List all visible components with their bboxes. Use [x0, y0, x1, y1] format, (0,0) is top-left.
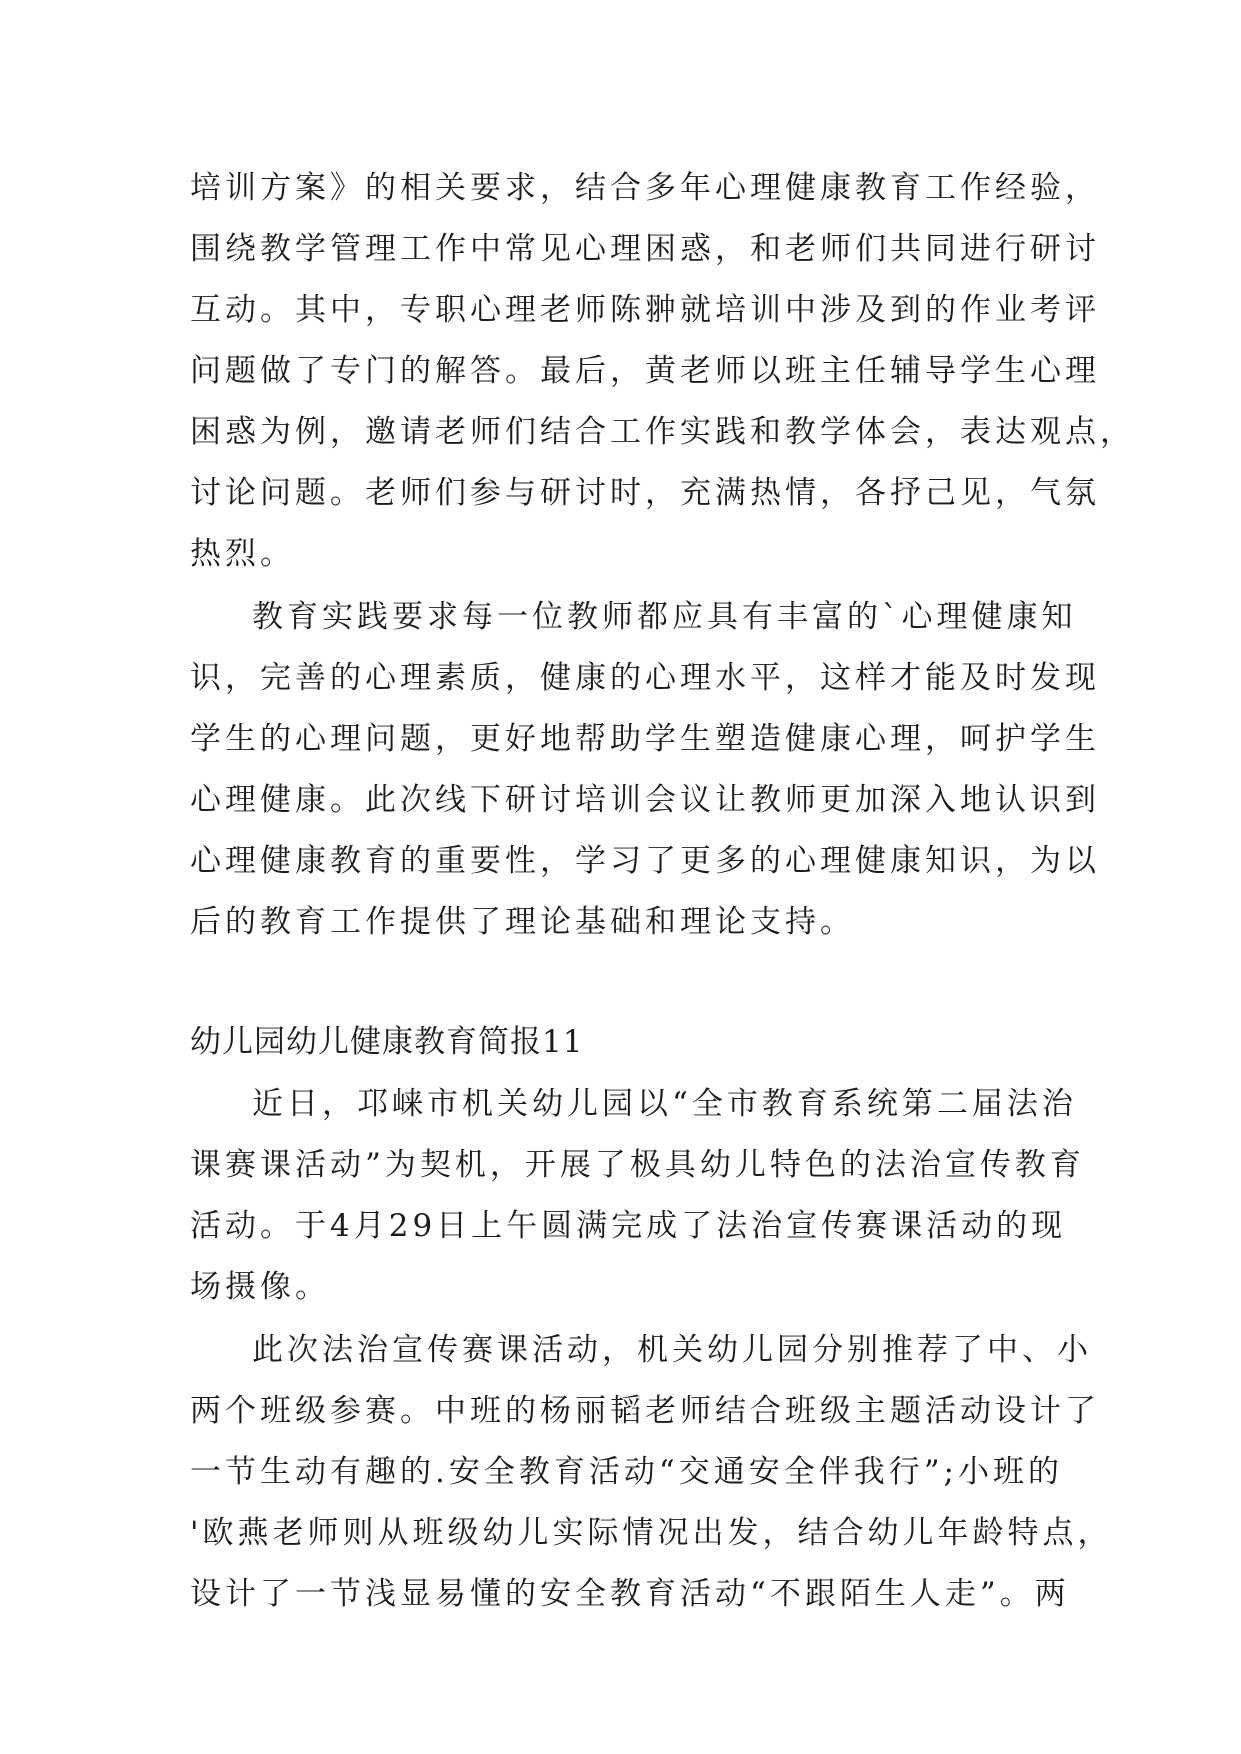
text-line: 互动。其中，专职心理老师陈翀就培训中涉及到的作业考评 [190, 292, 1100, 328]
text-line: 此次法治宣传赛课活动，机关幼儿园分别推荐了中、小 [252, 1332, 1092, 1368]
text-line: '欧燕老师则从班级幼儿实际情况出发，结合幼儿年龄特点， [190, 1515, 1113, 1551]
text-line: 课赛课活动”为契机，开展了极具幼儿特色的法治宣传教育 [190, 1147, 1085, 1183]
text-line: 困惑为例，邀请老师们结合工作实践和教学体会，表达观点， [190, 414, 1135, 450]
text-line: 讨论问题。老师们参与研讨时，充满热情，各抒己见，气氛 [190, 475, 1100, 511]
section-heading: 幼儿园幼儿健康教育简报11 [190, 1024, 584, 1060]
text-line: 一节生动有趣的.安全教育活动“交通安全伴我行”;小班的 [190, 1454, 1063, 1490]
text-line: 近日，邛崃市机关幼儿园以“全市教育系统第二届法治 [252, 1086, 1077, 1122]
text-line: 教育实践要求每一位教师都应具有丰富的`心理健康知 [252, 599, 1077, 635]
text-line: 热烈。 [190, 536, 295, 572]
text-line: 学生的心理问题，更好地帮助学生塑造健康心理，呵护学生 [190, 721, 1100, 757]
text-line: 设计了一节浅显易懂的安全教育活动“不跟陌生人走”。两 [190, 1576, 1070, 1612]
text-line: 心理健康教育的重要性，学习了更多的心理健康知识，为以 [190, 843, 1100, 879]
text-line: 问题做了专门的解答。最后，黄老师以班主任辅导学生心理 [190, 353, 1100, 389]
text-line: 后的教育工作提供了理论基础和理论支持。 [190, 904, 855, 940]
text-line: 识，完善的心理素质，健康的心理水平，这样才能及时发现 [190, 660, 1100, 696]
text-line: 两个班级参赛。中班的杨丽韬老师结合班级主题活动设计了 [190, 1393, 1100, 1429]
text-line: 围绕教学管理工作中常见心理困惑，和老师们共同进行研讨 [190, 231, 1100, 267]
text-line: 心理健康。此次线下研讨培训会议让教师更加深入地认识到 [190, 782, 1100, 818]
text-line: 培训方案》的相关要求，结合多年心理健康教育工作经验， [190, 170, 1100, 206]
text-line: 活动。于4月29日上午圆满完成了法治宣传赛课活动的现 [190, 1208, 1067, 1244]
text-line: 场摄像。 [190, 1269, 330, 1305]
